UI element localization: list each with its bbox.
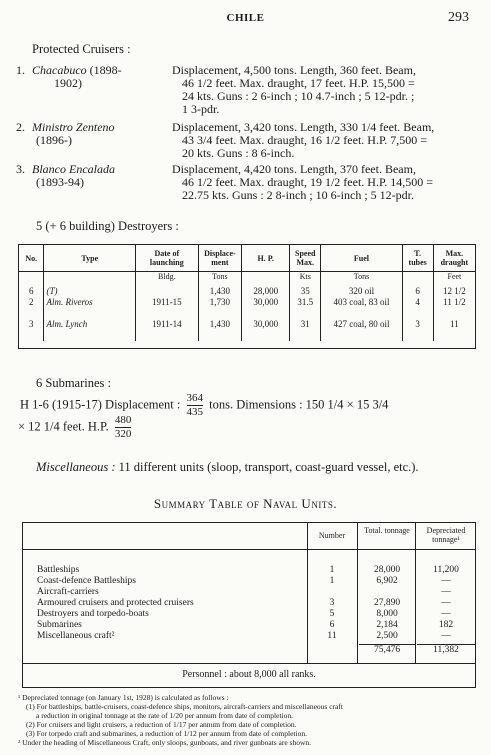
summary-row-label: Coast-defence Battleships (37, 576, 136, 586)
col-header-type: Type (44, 245, 136, 272)
summary-row-number: 1 (329, 576, 335, 586)
cell-displacement: 1,730 (198, 297, 242, 319)
summary-title: Summary Table of Naval Units. (153, 496, 338, 511)
summary-row-label: Destroyers and torpedo-boats (37, 609, 149, 619)
unit-cell (44, 272, 136, 286)
cell-date: 1911-15 (136, 297, 198, 319)
summary-row-total: 27,890 (373, 598, 401, 608)
summary-row-number: 11 (327, 631, 337, 641)
footnote-1b: (2) For cruisers and light cruisers, a reduction of 1/17 per annum from date of completion. (26, 720, 297, 729)
unit-cell (402, 272, 433, 286)
cell-date: 1911-14 (136, 319, 198, 341)
summary-table (22, 522, 476, 688)
personnel-note: Personnel : about 8,000 all ranks. (182, 669, 316, 680)
ship-desc-line: 22.75 kts. Guns : 2 8-inch ; 10 6-inch ; 5 12-pdr. (182, 188, 414, 202)
col-header-no: No. (19, 245, 44, 272)
ship-desc-line: 1 3-pdr. (182, 102, 220, 116)
table-row (19, 319, 475, 341)
fraction-bottom: 435 (186, 406, 204, 418)
cell-draught: 11 1/2 (433, 297, 475, 319)
fraction-hp (115, 414, 132, 441)
section-heading-submarines: 6 Submarines : (36, 376, 111, 390)
footnote-1: ¹ Depreciated tonnage (on January 1st, 1928) is calculated as follows : (18, 693, 229, 702)
section-heading-protected-cruisers: Protected Cruisers : (32, 42, 131, 56)
cell-draught: 11 (433, 319, 475, 341)
summary-row-depreciated: — (441, 587, 451, 597)
table-row (19, 297, 475, 319)
table-row (19, 286, 475, 297)
divider (23, 549, 475, 550)
footnote-1a: (1) For battleships, battle-cruisers, coast-defence ships, monitors, aircraft-carriers and miscellaneous craft (26, 702, 343, 711)
ship-desc-line: 46 1/2 feet. Max. draught, 19 1/2 feet. H.P. 14,500 = (182, 175, 434, 189)
col-header-total: Total. tonnage (364, 526, 410, 535)
summary-row-total: 6,902 (376, 576, 398, 586)
col-header-number: Number (318, 531, 346, 540)
cell-type: Alm. Lynch (44, 319, 136, 341)
summary-row-depreciated: 182 (438, 620, 454, 630)
col-header-hp: H. P. (242, 245, 290, 272)
ship-number: 2. (16, 120, 25, 134)
summary-row-label: Submarines (37, 620, 82, 630)
col-header-fuel: Fuel (321, 245, 402, 272)
submarine-line-2 (18, 414, 131, 441)
ship-desc-line: 20 kts. Guns : 8 6-inch. (182, 146, 295, 160)
misc-label: Miscellaneous : (36, 460, 116, 474)
cell-hp: 30,000 (242, 297, 290, 319)
cell-tubes: 6 (402, 286, 433, 297)
fraction-top: 480 (114, 414, 132, 426)
section-heading-destroyers: 5 (+ 6 building) Destroyers : (36, 219, 179, 233)
col-header-date: Date of launching (136, 245, 198, 272)
ship-desc-line: 46 1/2 feet. Max. draught, 17 feet. H.P. 15,500 = (182, 76, 415, 90)
unit-cell (19, 272, 44, 286)
misc-line (36, 460, 419, 475)
fraction-bottom: 320 (114, 428, 132, 440)
unit-cell: Feet (433, 272, 475, 286)
ship-desc-line: 24 kts. Guns : 2 6-inch ; 10 4.7-inch ; 5 12-pdr. ; (182, 89, 415, 103)
cell-no: 2 (28, 296, 34, 307)
ship-desc-line: Displacement, 3,420 tons. Length, 330 1/4 feet. Beam, (172, 120, 435, 134)
summary-row-depreciated: — (441, 631, 451, 641)
col-header-tubes: T. tubes (402, 245, 433, 272)
summary-row-label: Battleships (37, 565, 80, 575)
cell-fuel: 427 coal, 80 oil (321, 319, 402, 341)
cell-no: 6 (28, 285, 34, 296)
ship-entry (0, 163, 491, 203)
unit-cell: Kts (290, 272, 321, 286)
ship-years: (1896-) (36, 133, 72, 147)
submarine-desc: × 12 1/4 feet. H.P. (18, 419, 109, 434)
summary-row-total: 28,000 (373, 565, 401, 575)
col-header-displacement: Displace-ment (198, 245, 242, 272)
col-header-depreciated: Depreciated tonnage¹ (426, 526, 466, 544)
summary-total-depreciated: 11,382 (417, 644, 475, 655)
cell-no: 3 (28, 318, 34, 329)
col-header-speed: Speed Max. (290, 245, 321, 272)
cell-tubes: 3 (402, 319, 433, 341)
summary-row-label: Armoured cruisers and protected cruisers (37, 598, 194, 608)
summary-row-number: 6 (329, 620, 335, 630)
table-units-row (19, 272, 475, 286)
footnote-2: ² Under the heading of Miscellaneous Craft, only sloops, gunboats, and river gunboats are shown. (18, 738, 312, 747)
divider (415, 523, 416, 663)
cell-hp: 28,000 (242, 286, 290, 297)
ship-entry (0, 121, 491, 161)
col-header-draught: Max. draught (433, 245, 475, 272)
fraction-top: 364 (186, 392, 204, 404)
summary-row-number: 3 (329, 598, 335, 608)
fraction-displacement (187, 392, 204, 419)
misc-text: 11 different units (sloop, transport, coast-guard vessel, etc.). (118, 460, 419, 474)
footnote-1a-cont: a reduction in original tonnage at the rate of 1/20 per annum from date of completion. (36, 711, 293, 720)
summary-total-tonnage: 75,476 (359, 644, 415, 655)
summary-row-depreciated: — (441, 609, 451, 619)
ship-entry (0, 64, 491, 116)
unit-cell: Tons (321, 272, 402, 286)
divider (357, 523, 358, 663)
footnote-1c: (3) For torpedo craft and submarines, a reduction of 1/12 per annum from date of completion. (26, 729, 307, 738)
unit-cell (242, 272, 290, 286)
summary-row-total: 2,500 (376, 631, 398, 641)
ship-years-cont: 1902) (54, 76, 82, 90)
summary-row-number: 1 (329, 565, 335, 575)
cell-displacement: 1,430 (198, 319, 242, 341)
ship-desc-line: Displacement, 4,500 tons. Length, 360 feet. Beam, (172, 63, 416, 77)
summary-row-depreciated: — (441, 576, 451, 586)
cell-speed: 35 (290, 286, 321, 297)
cell-fuel: 403 coal, 83 oil (321, 297, 402, 319)
cell-speed: 31.5 (290, 297, 321, 319)
ship-number: 3. (16, 162, 25, 176)
ship-desc-line: 43 3/4 feet. Max. draught, 16 1/2 feet. H.P. 7,500 = (182, 133, 428, 147)
summary-row-number: 5 (329, 609, 335, 619)
ship-years: (1893-94) (36, 175, 84, 189)
summary-row-depreciated: 11,200 (433, 565, 459, 575)
submarine-desc: tons. Dimensions : 150 1/4 × 15 3/4 (209, 397, 389, 412)
ship-name: Blanco Encalada (32, 162, 115, 176)
submarine-desc: H 1-6 (1915-17) Displacement : (20, 397, 181, 412)
ship-years: (1898- (89, 63, 122, 77)
ship-number: 1. (16, 63, 25, 77)
cell-type: Alm. Riveros (44, 297, 136, 319)
cell-displacement: 1,430 (198, 286, 242, 297)
page-header-title: CHILE (226, 12, 265, 24)
divider (23, 663, 475, 664)
cell-fuel: 320 oil (321, 286, 402, 297)
ship-name: Ministro Zenteno (32, 120, 115, 134)
cell-date (136, 286, 198, 297)
destroyers-table-frame (18, 244, 476, 349)
summary-row-depreciated: — (441, 598, 451, 608)
summary-row-label: Miscellaneous craft² (37, 631, 115, 641)
summary-row-total: 8,000 (376, 609, 398, 619)
cell-tubes: 4 (402, 297, 433, 319)
unit-cell: Tons (198, 272, 242, 286)
ship-name: Chacabuco (32, 63, 87, 77)
cell-hp: 30,000 (242, 319, 290, 341)
page-number: 293 (448, 10, 469, 25)
divider (307, 523, 308, 663)
unit-cell: Bldg. (136, 272, 198, 286)
summary-row-total: 2,184 (376, 620, 398, 630)
destroyers-table (19, 245, 475, 341)
ship-desc-line: Displacement, 4,420 tons. Length, 370 feet. Beam, (172, 162, 416, 176)
summary-row-label: Aircraft-carriers (37, 587, 99, 597)
cell-draught: 12 1/2 (433, 286, 475, 297)
cell-type: (T) (44, 286, 136, 297)
cell-speed: 31 (290, 319, 321, 341)
